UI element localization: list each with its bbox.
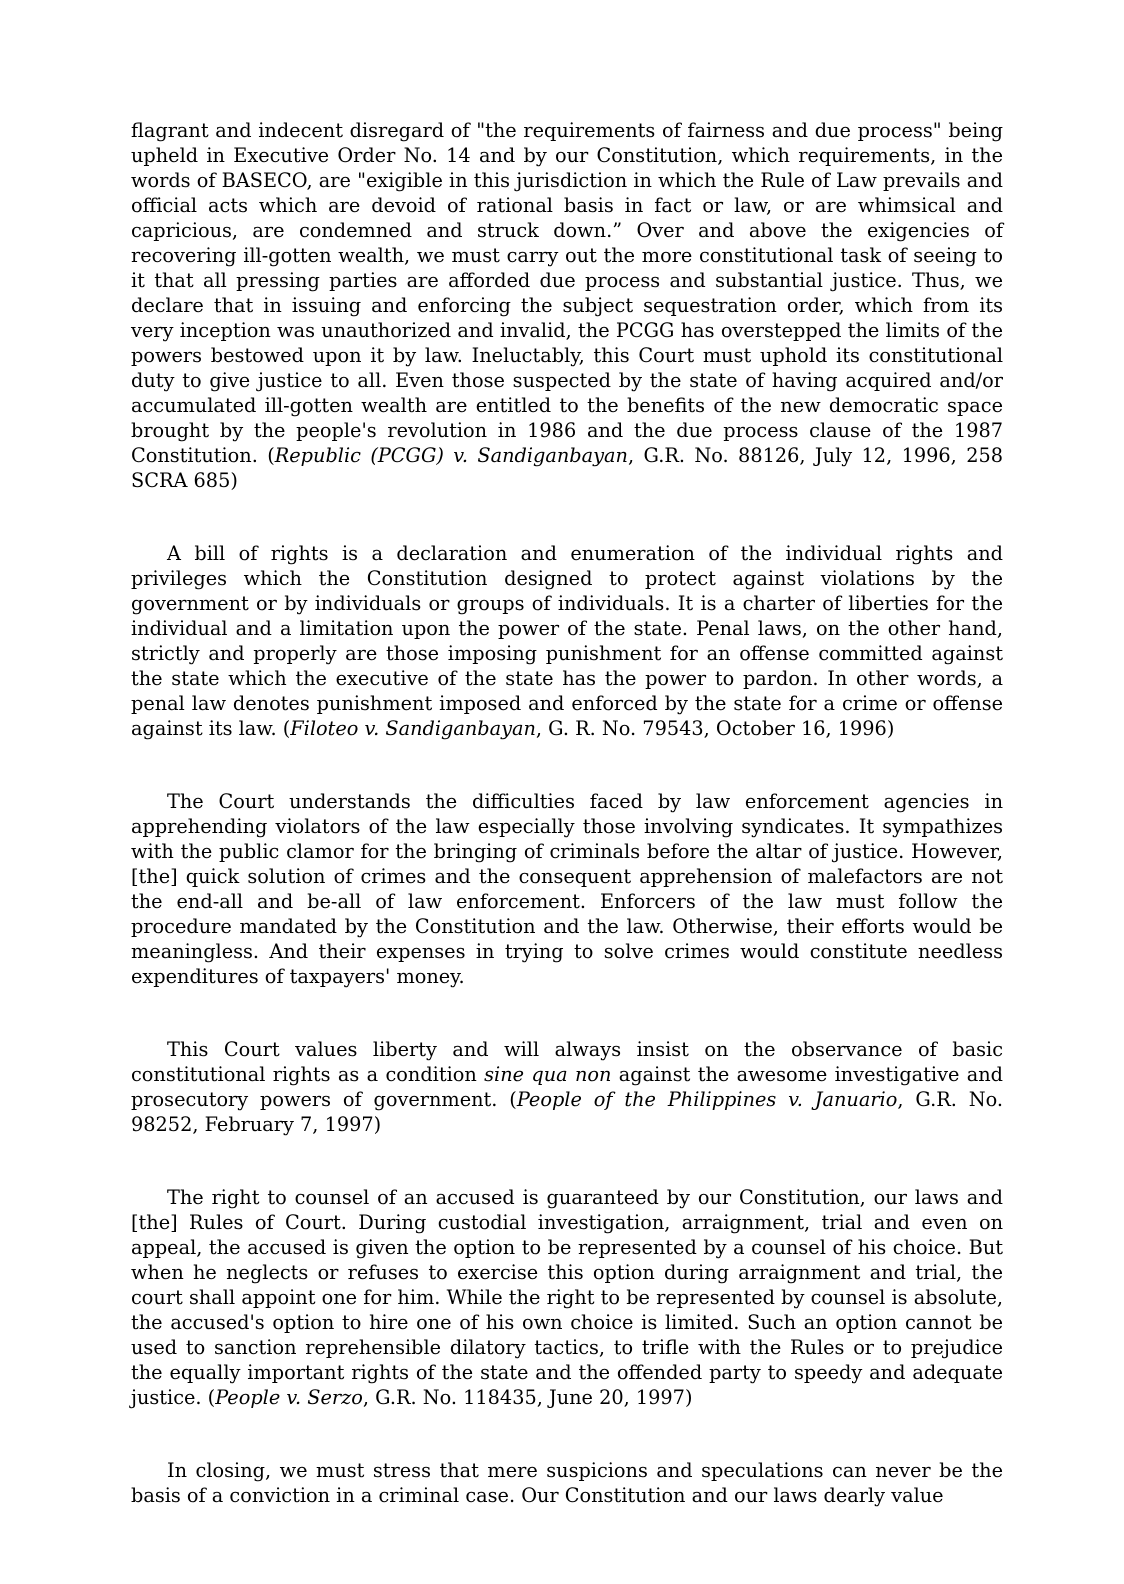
paragraph-liberty — [131, 1037, 1003, 1137]
citation-details: , G.R. No. 98252, February 7, 1997) — [131, 1088, 1003, 1136]
paragraph-text: against the awesome investigative and prosecutory powers of government. ( — [131, 1063, 1003, 1111]
paragraph-text: flagrant and indecent disregard of "the requirements of fairness and due process" being upheld in Executive Order No. 14 and by our Constitution, which requirements, in the words of BASECO, are "exigible in this jurisdiction in which the Rule of Law prevails and official acts which are devoid of rational basis in fact or law, or are whimsical and capricious, are condemned and struck down.” Over and above the exigencies of recovering ill-gotten wealth, we must carry out the more constitutional task of seeing to it that all pressing parties are afforded due process and substantial justice. Thus, we declare that in issuing and enforcing the subject sequestration order, which from its very inception was unauthorized and invalid, the PCGG has overstepped the limits of the powers bestowed upon it by law. Ineluctably, this Court must uphold its constitutional duty to give justice to all. Even those suspected by the state of having acquired and/or accumulated ill-gotten wealth are entitled to the benefits of the new democratic space brought by the people's revolution in 1986 and the due process clause of the 1987 Constitution. ( — [131, 119, 1003, 467]
paragraph-bill-of-rights — [131, 541, 1003, 741]
paragraph-right-to-counsel — [131, 1185, 1003, 1410]
paragraph-text: In closing, we must stress that mere suspicions and speculations can never be the basis of a conviction in a criminal case. Our Constitution and our laws dearly value — [131, 1459, 1003, 1507]
citation-details: , G. R. No. 79543, October 16, 1996) — [535, 717, 895, 740]
paragraph-text: The Court understands the difficulties faced by law enforcement agencies in apprehending violators of the law especially those involving syndicates. It sympathizes with the public clamor for the bringing of criminals before the altar of justice. However, [the] quick solution of crimes and the consequent apprehension of malefactors are not the end-all and be-all of law enforcement. Enforcers of the law must follow the procedure mandated by the Constitution and the law. Otherwise, their efforts would be meaningless. And their expenses in trying to solve crimes would constitute needless expenditures of taxpayers' money. — [131, 790, 1003, 988]
paragraph-text: The right to counsel of an accused is guaranteed by our Constitution, our laws and [the] Rules of Court. During custodial investigation, arraignment, trial and even on appeal, the accused is given the option to be represented by a counsel of his choice. But when he neglects or refuses to exercise this option during arraignment and trial, the court shall appoint one for him. While the right to be represented by counsel is absolute, the accused's option to hire one of his own choice is limited. Such an option cannot be used to sanction reprehensible dilatory tactics, to trifle with the Rules or to prejudice the equally important rights of the state and the offended party to speedy and adequate justice. ( — [131, 1186, 1003, 1409]
case-citation-republic-v-sandiganbayan: Republic (PCGG) v. Sandiganbayan — [274, 444, 628, 467]
citation-details: , G.R. No. 88126, July 12, 1996, 258 SCRA 685) — [131, 444, 1003, 492]
case-citation-filoteo-v-sandiganbayan: Filoteo v. Sandiganbayan — [290, 717, 536, 740]
latin-phrase: sine qua non — [484, 1063, 612, 1086]
paragraph-closing — [131, 1458, 1003, 1508]
paragraph-text: A bill of rights is a declaration and enumeration of the individual rights and privileges which the Constitution designed to protect against violations by the government or by individuals or groups of individuals. It is a charter of liberties for the individual and a limitation upon the power of the state. Penal laws, on the other hand, strictly and properly are those imposing punishment for an offense committed against the state which the executive of the state has the power to pardon. In other words, a penal law denotes punishment imposed and enforced by the state for a crime or offense against its law. ( — [131, 542, 1003, 740]
case-citation-people-v-januario: People of the Philippines v. Januario — [516, 1088, 898, 1111]
case-citation-people-v-serzo: People v. Serzo — [215, 1386, 363, 1409]
paragraph-law-enforcement — [131, 789, 1003, 989]
citation-details: , G.R. No. 118435, June 20, 1997) — [362, 1386, 693, 1409]
document-page — [131, 118, 1003, 1508]
paragraph-text: This Court values liberty and will always insist on the observance of basic constitutional rights as a condition — [131, 1038, 1003, 1086]
paragraph-due-process — [131, 118, 1003, 493]
